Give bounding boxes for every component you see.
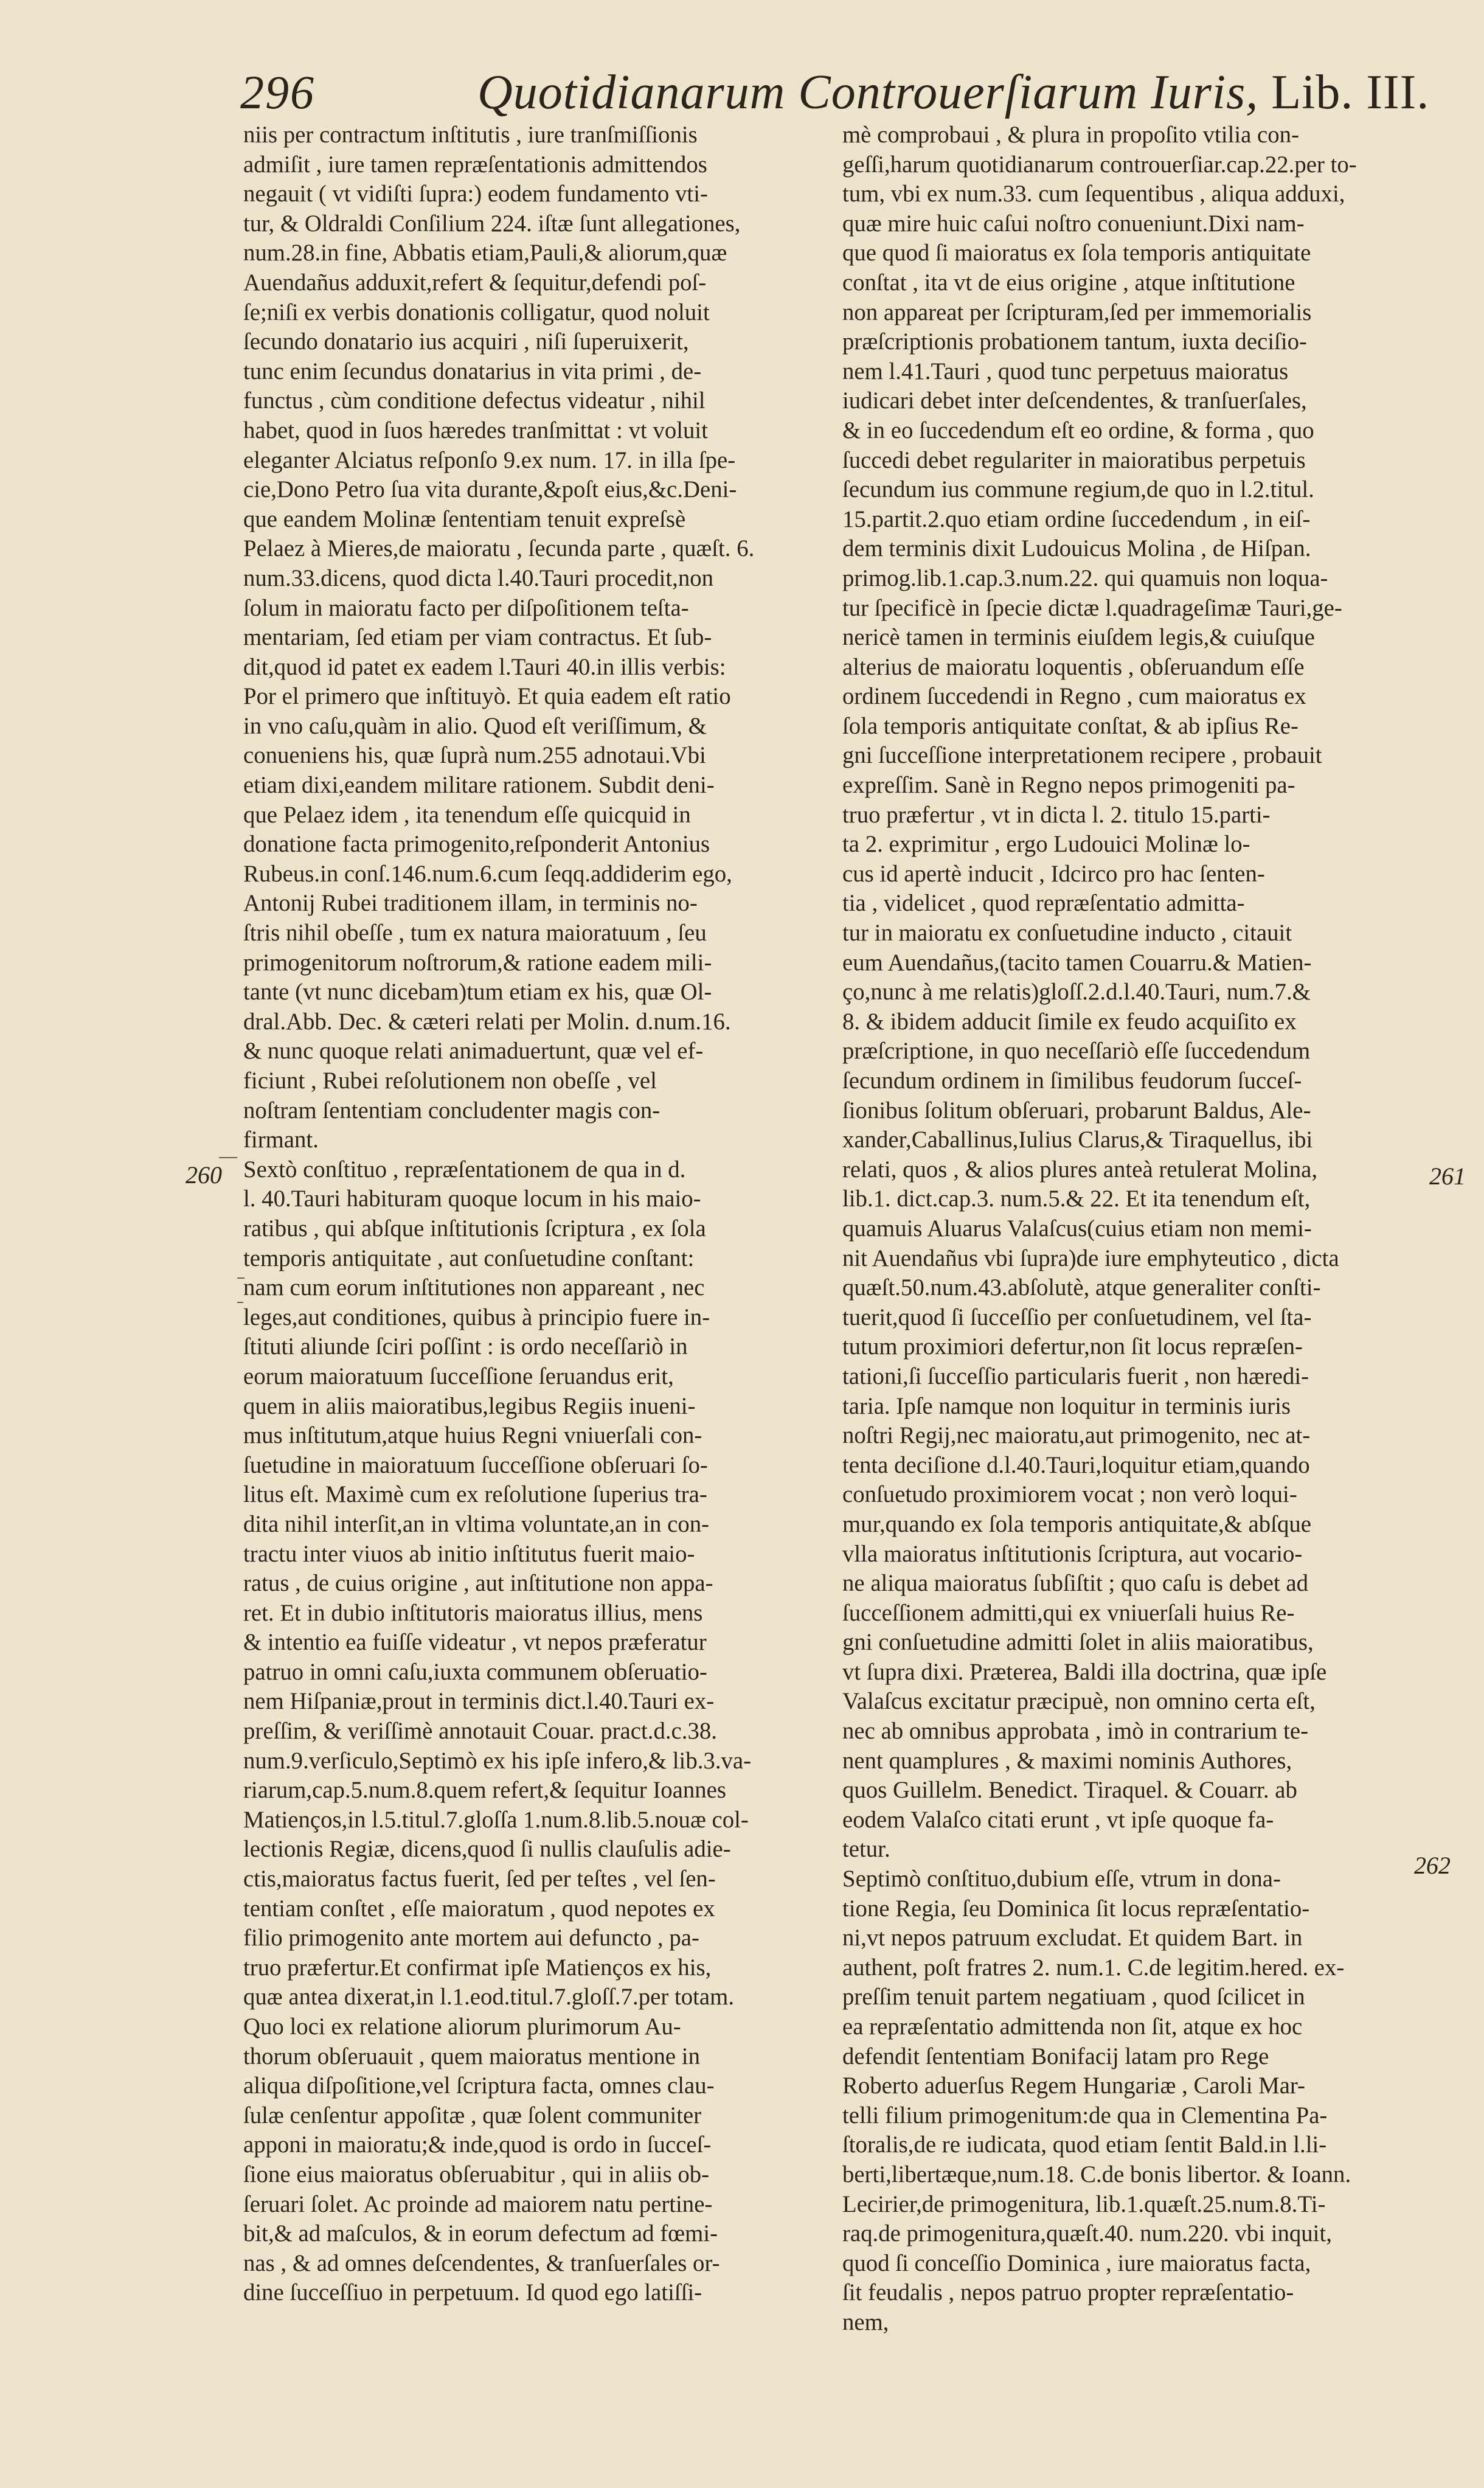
page-header (240, 58, 1430, 125)
text-line: num.33.dicens, quod dicta l.40.Tauri procedit,non (243, 565, 714, 591)
text-line: tante (vt nunc dicebam)tum etiam ex his, quæ Ol- (243, 979, 712, 1006)
text-line: 8. & ibidem adducit ſimile ex feudo acquiſito ex (842, 1008, 1297, 1035)
text-line: tunc enim ſecundus donatarius in vita primi , de- (243, 358, 702, 384)
text-line: quæ mire huic caſui noſtro conueniunt.Dixi nam- (842, 210, 1305, 237)
text-line: que eandem Molinæ ſententiam tenuit expreſsè (243, 506, 686, 532)
text-line: tetur. (842, 1836, 890, 1863)
text-line: thorum obſeruauit , quem maioratus mentione in (243, 2043, 700, 2069)
text-line: telli filium primogenitum:de qua in Clementina Pa- (842, 2102, 1328, 2128)
text-line: nem, (842, 2309, 889, 2335)
text-line: quod ſi conceſſio Dominica , iure maioratus facta, (842, 2250, 1311, 2276)
text-line: ſeruari ſolet. Ac proinde ad maiorem natu pertine- (243, 2191, 713, 2217)
text-line: mè comprobaui , & plura in propoſito vtilia con- (842, 122, 1299, 148)
text-line: ſionibus ſolitum obſeruari, probarunt Baldus, Ale- (842, 1097, 1311, 1124)
text-line: ſolum in maioratu facto per diſpoſitionem teſta- (243, 594, 689, 621)
text-line: dem terminis dixit Ludouicus Molina , de Hiſpan. (842, 535, 1311, 562)
text-line: vlla maioratus inſtitutionis ſcriptura, aut vocario- (842, 1540, 1303, 1567)
text-line: Antonij Rubei traditionem illam, in terminis no- (243, 890, 698, 917)
page-number: 296 (240, 66, 315, 119)
text-line: ctis,maioratus factus fuerit, ſed per teſtes , vel ſen- (243, 1866, 716, 1892)
running-title-text: Quotidianarum Controuerſiarum Iuris, (477, 66, 1259, 119)
text-line: litus eſt. Maximè cum ex reſolutione ſuperius tra- (243, 1481, 707, 1508)
text-line: mentariam, ſed etiam per viam contractus. Et ſub- (243, 624, 712, 651)
text-line: tur ſpecificè in ſpecie dictæ l.quadrageſimæ Tauri,ge- (842, 594, 1342, 621)
text-line: firmant. (243, 1127, 319, 1153)
text-line: nam cum eorum inſtitutiones non appareant , nec (243, 1274, 705, 1301)
text-line: Por el primero que inſtituyò. Et quia eadem eſt ratio (243, 683, 731, 710)
margin-note-262: 262 (1414, 1852, 1451, 1879)
text-line: Roberto aduerſus Regem Hungariæ , Caroli Mar- (842, 2073, 1305, 2099)
text-line: eum Auendañus,(tacito tamen Couarru.& Matien- (842, 949, 1312, 976)
text-line: præſcriptionis probationem tantum, iuxta deciſio- (842, 328, 1307, 355)
text-line: eodem Valaſco citati erunt , vt ipſe quoque fa- (842, 1806, 1274, 1833)
text-line: geſſi,harum quotidianarum controuerſiar.cap.22.per to- (842, 151, 1357, 178)
text-line: ſucceſſionem admitti,qui ex vniuerſali huius Re- (842, 1599, 1295, 1626)
text-line: nit Auendañus vbi ſupra)de iure emphyteutico , dicta (842, 1245, 1339, 1271)
text-line: ſtituti aliunde ſciri poſſint : is ordo neceſſariò in (243, 1333, 688, 1360)
text-line: præſcriptione, in quo neceſſariò eſſe ſuccedendum (842, 1038, 1311, 1065)
text-line: nem l.41.Tauri , quod tunc perpetuus maioratus (842, 358, 1289, 384)
text-line: ficiunt , Rubei reſolutionem non obeſſe , vel (243, 1068, 657, 1094)
right-text-column (842, 120, 1408, 2338)
text-line: niis per contractum inſtitutis , iure tranſmiſſionis (243, 122, 698, 148)
text-line: habet, quod in ſuos hæredes tranſmittat : vt voluit (243, 417, 708, 443)
text-line: dit,quod id patet ex eadem l.Tauri 40.in illis verbis: (243, 653, 726, 680)
text-line: primog.lib.1.cap.3.num.22. qui quamuis non loqua- (842, 565, 1328, 591)
text-line: relati, quos , & alios plures anteà retulerat Molina, (842, 1156, 1318, 1183)
text-line: ſit feudalis , nepos patruo propter repræſentatio- (842, 2279, 1294, 2306)
text-line: admiſit , iure tamen repræſentationis admittendos (243, 151, 707, 178)
text-line: in vno caſu,quàm in alio. Quod eſt veriſſimum, & (243, 712, 707, 739)
text-line: eorum maioratuum ſucceſſione ſeruandus erit, (243, 1363, 674, 1389)
text-line: authent, poſt fratres 2. num.1. C.de legitim.hered. ex- (842, 1954, 1345, 1981)
text-line: defendit ſententiam Bonifacij latam pro Rege (842, 2043, 1269, 2069)
text-line: expreſſim. Sanè in Regno nepos primogeniti pa- (842, 772, 1295, 799)
text-line: iudicari debet inter deſcendentes, & tranſuerſales, (842, 387, 1307, 414)
text-line: quamuis Aluarus Valaſcus(cuius etiam non memi- (842, 1215, 1312, 1242)
text-line: tione Regia, ſeu Dominica ſit locus repræſentatio- (842, 1895, 1310, 1922)
text-line: taria. Ipſe namque non loquitur in terminis iuris (842, 1392, 1291, 1419)
text-line: Pelaez à Mieres,de maioratu , ſecunda parte , quæſt. 6. (243, 535, 755, 562)
text-line: ratus , de cuius origine , aut inſtitutione non appa- (243, 1570, 713, 1597)
text-line: Sextò conſtituo , repræſentationem de qua in d. (243, 1156, 686, 1183)
text-line: tur, & Oldraldi Conſilium 224. iſtæ ſunt allegationes, (243, 210, 741, 237)
text-line: 15.partit.2.quo etiam ordine ſuccedendum , in eiſ- (842, 506, 1311, 532)
text-line: ço,nunc à me relatis)gloſſ.2.d.l.40.Tauri, num.7.& (842, 979, 1311, 1006)
text-line: apponi in maioratu;& inde,quod is ordo in ſucceſ- (243, 2132, 712, 2158)
text-line: Lecirier,de primogenitura, lib.1.quæſt.25.num.8.Ti- (842, 2191, 1326, 2217)
text-line: tum, vbi ex num.33. cum ſequentibus , aliqua adduxi, (842, 181, 1345, 207)
text-line: & in eo ſuccedendum eſt eo ordine, & forma , quo (842, 417, 1314, 443)
text-line: temporis antiquitate , aut conſuetudine conſtant: (243, 1245, 695, 1271)
text-line: aliqua diſpoſitione,vel ſcriptura facta, omnes clau- (243, 2073, 715, 2099)
text-line: ret. Et in dubio inſtitutoris maioratus illius, mens (243, 1599, 703, 1626)
text-line: tractu inter viuos ab initio inſtitutus fuerit maio- (243, 1540, 695, 1567)
text-line: cie,Dono Petro ſua vita durante,&poſt eius,&c.Deni- (243, 476, 737, 503)
text-line: leges,aut conditiones, quibus à principio fuere in- (243, 1304, 710, 1330)
text-line: tia , videlicet , quod repræſentatio admitta- (842, 890, 1245, 917)
text-line: ſulæ cenſentur appoſitæ , quæ ſolent communiter (243, 2102, 702, 2128)
text-line: gni conſuetudine admitti ſolet in aliis maioratibus, (842, 1629, 1314, 1656)
text-line: num.28.in fine, Abbatis etiam,Pauli,& aliorum,quæ (243, 240, 727, 266)
book-number: Lib. III. (1271, 66, 1430, 119)
text-line: & nunc quoque relati animaduertunt, quæ vel ef- (243, 1038, 704, 1065)
text-line: quos Guillelm. Benedict. Tiraquel. & Couarr. ab (842, 1777, 1297, 1804)
text-line: etiam dixi,eandem militare rationem. Subdit deni- (243, 772, 715, 799)
text-line: dita nihil interſit,an in vltima voluntate,an in con- (243, 1510, 710, 1537)
text-line: dine ſucceſſiuo in perpetuum. Id quod ego latiſſi- (243, 2279, 702, 2306)
text-line: cus id apertè inducit , Idcirco pro hac ſenten- (842, 860, 1265, 887)
text-line: noſtri Regij,nec maioratu,aut primogenito, nec at- (842, 1422, 1311, 1449)
text-line: ſtoralis,de re iudicata, quod etiam ſentit Bald.in l.li- (842, 2132, 1327, 2158)
margin-rule (219, 1157, 237, 1158)
text-line: Septimò conſtituo,dubium eſſe, vtrum in dona- (842, 1866, 1281, 1892)
text-line: lectionis Regiæ, dicens,quod ſi nullis clauſulis adie- (243, 1836, 731, 1863)
text-line: Auendañus adduxit,refert & ſequitur,defendi poſ- (243, 269, 707, 296)
text-line: functus , cùm conditione defectus videatur , nihil (243, 387, 706, 414)
text-line: que quod ſi maioratus ex ſola temporis antiquitate (842, 240, 1311, 266)
text-line: ſecundum ordinem in ſimilibus feudorum ſucceſ- (842, 1068, 1302, 1094)
text-line: ta 2. exprimitur , ergo Ludouici Molinæ lo- (842, 831, 1250, 858)
text-line: ne aliqua maioratus ſubſiſtit ; quo caſu is debet ad (842, 1570, 1309, 1597)
text-line: bit,& ad maſculos, & in eorum defectum ad fœmi- (243, 2220, 718, 2247)
text-line: raq.de primogenitura,quæſt.40. num.220. vbi inquit, (842, 2220, 1332, 2247)
text-line: conſuetudo proximiorem vocat ; non verò loqui- (842, 1481, 1297, 1508)
text-line: & intentio ea fuiſſe videatur , vt nepos præferatur (243, 1629, 707, 1656)
text-line: num.9.verſiculo,Septimò ex his ipſe infero,& lib.3.va- (243, 1747, 752, 1774)
text-line: nem Hiſpaniæ,prout in terminis dict.l.40.Tauri ex- (243, 1688, 715, 1715)
text-line: ſuetudine in maioratuum ſucceſſione obſeruari ſo- (243, 1451, 708, 1478)
text-line: xander,Caballinus,Iulius Clarus,& Tiraquellus, ibi (842, 1127, 1313, 1153)
text-line: donatione facta primogenito,reſponderit Antonius (243, 831, 710, 858)
text-line: non appareat per ſcripturam,ſed per immemorialis (842, 299, 1312, 325)
text-line: ſola temporis antiquitate conſtat, & ab ipſius Re- (842, 712, 1298, 739)
text-line: quæ antea dixerat,in l.1.eod.titul.7.gloſſ.7.per totam. (243, 1984, 735, 2010)
text-line: alterius de maioratu loquentis , obſeruandum eſſe (842, 653, 1305, 680)
text-line: quæſt.50.num.43.abſolutè, atque generaliter conſti- (842, 1274, 1321, 1301)
text-line: tenta deciſione d.l.40.Tauri,loquitur etiam,quando (842, 1451, 1310, 1478)
text-line: ordinem ſuccedendi in Regno , cum maioratus ex (842, 683, 1306, 710)
margin-note-261: 261 (1429, 1162, 1466, 1190)
text-line: truo præfertur.Et confirmat ipſe Matienços ex his, (243, 1954, 712, 1981)
text-line: ratibus , qui abſque inſtitutionis ſcriptura , ex ſola (243, 1215, 706, 1242)
margin-mark (237, 1302, 243, 1303)
text-line: nas , & ad omnes deſcendentes, & tranſuerſales or- (243, 2250, 720, 2276)
text-line: mus inſtitutum,atque huius Regni vniuerſali con- (243, 1422, 702, 1449)
text-line: ea repræſentatio admittenda non ſit, atque ex hoc (842, 2014, 1303, 2040)
text-line: tationi,ſi ſucceſſio particularis fuerit , non hæredi- (842, 1363, 1309, 1389)
text-line: Quo loci ex relatione aliorum plurimorum Au- (243, 2014, 681, 2040)
text-line: Rubeus.in conſ.146.num.6.cum ſeqq.addiderim ego, (243, 860, 732, 887)
left-text-column (243, 120, 810, 2308)
text-line: ſecundum ius commune regium,de quo in l.2.titul. (842, 476, 1314, 503)
text-line: dral.Abb. Dec. & cæteri relati per Molin. d.num.16. (243, 1008, 731, 1035)
text-line: ni,vt nepos patruum excludat. Et quidem Bart. in (842, 1925, 1303, 1951)
running-title (477, 65, 1429, 120)
text-line: preſſim, & veriſſimè annotauit Couar. pract.d.c.38. (243, 1718, 717, 1745)
text-line: nericè tamen in terminis eiuſdem legis,& cuiuſque (842, 624, 1315, 651)
text-line: quem in aliis maioratibus,legibus Regiis inueni- (243, 1392, 696, 1419)
text-line: nec ab omnibus approbata , imò in contrarium te- (842, 1718, 1309, 1745)
text-line: gni ſucceſſione interpretationem recipere , probauit (842, 742, 1322, 769)
text-line: eleganter Alciatus reſponſo 9.ex num. 17. in illa ſpe- (243, 447, 736, 473)
text-line: conueniens his, quæ ſuprà num.255 adnotaui.Vbi (243, 742, 706, 769)
text-line: filio primogenito ante mortem aui defuncto , pa- (243, 1925, 699, 1951)
text-line: mur,quando ex ſola temporis antiquitate,& abſque (842, 1510, 1311, 1537)
text-line: berti,libertæque,num.18. C.de bonis libertor. & Ioann. (842, 2161, 1351, 2187)
text-line: negauit ( vt vidiſti ſupra:) eodem fundamento vti- (243, 181, 708, 207)
text-line: tutum proximiori defertur,non ſit locus repræſen- (842, 1333, 1303, 1360)
text-line: Matienços,in l.5.titul.7.gloſſa 1.num.8.lib.5.nouæ col- (243, 1806, 749, 1833)
text-line: ſtris nihil obeſſe , tum ex natura maioratuum , ſeu (243, 920, 707, 947)
text-line: tentiam conſtet , eſſe maioratum , quod nepotes ex (243, 1895, 715, 1922)
text-line: conſtat , ita vt de eius origine , atque inſtitutione (842, 269, 1295, 296)
text-line: riarum,cap.5.num.8.quem refert,& ſequitur Ioannes (243, 1777, 726, 1804)
margin-note-260: 260 (186, 1161, 222, 1189)
text-line: que Pelaez idem , ita tenendum eſſe quicquid in (243, 801, 691, 828)
text-line: preſſim tenuit partem negatiuam , quod ſcilicet in (842, 1984, 1305, 2010)
text-line: lib.1. dict.cap.3. num.5.& 22. Et ita tenendum eſt, (842, 1186, 1311, 1212)
text-line: noſtram ſententiam concludenter magis con- (243, 1097, 661, 1124)
text-line: ſuccedi debet regulariter in maioratibus perpetuis (842, 447, 1306, 473)
text-line: truo præfertur , vt in dicta l. 2. titulo 15.parti- (842, 801, 1271, 828)
text-line: patruo in omni caſu,iuxta communem obſeruatio- (243, 1658, 707, 1685)
text-line: ſecundo donatario ius acquiri , niſi ſuperuixerit, (243, 328, 689, 355)
text-line: ſe;niſi ex verbis donationis colligatur, quod noluit (243, 299, 710, 325)
text-line: tuerit,quod ſi ſucceſſio per conſuetudinem, vel ſta- (842, 1304, 1312, 1330)
text-line: tur in maioratu ex conſuetudine inducto , citauit (842, 920, 1292, 947)
text-line: vt ſupra dixi. Præterea, Baldi illa doctrina, quæ ipſe (842, 1658, 1327, 1685)
text-line: l. 40.Tauri habituram quoque locum in his maio- (243, 1186, 701, 1212)
text-line: nent quamplures , & maximi nominis Authores, (842, 1747, 1292, 1774)
text-line: Valaſcus excitatur præcipuè, non omnino certa eſt, (842, 1688, 1316, 1715)
text-line: ſione eius maioratus obſeruabitur , qui in aliis ob- (243, 2161, 710, 2187)
text-line: primogenitorum noſtrorum,& ratione eadem mili- (243, 949, 712, 976)
